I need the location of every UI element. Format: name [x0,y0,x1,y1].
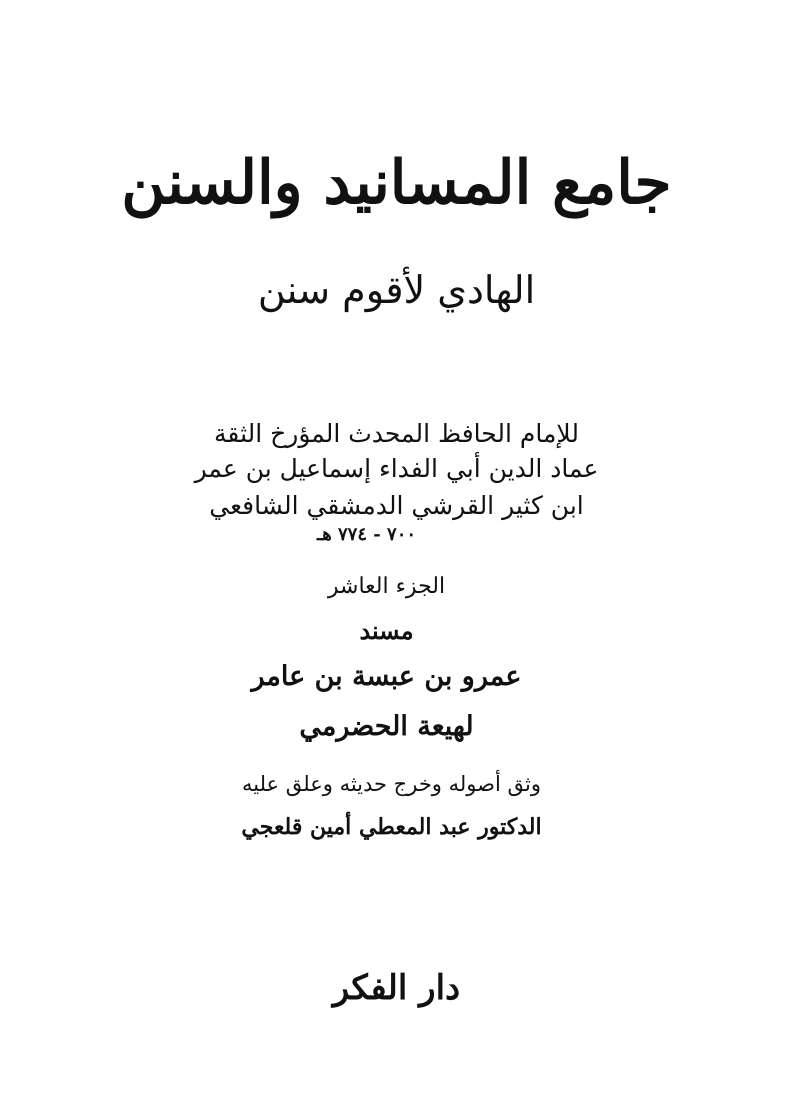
publisher-logo: دار الفكر [332,968,461,1008]
author-line-1: للإمام الحافظ المحدث المؤرخ الثقة [214,419,579,448]
author-line-3: ابن كثير القرشي الدمشقي الشافعي [209,491,584,520]
author-line-2: عماد الدين أبي الفداء إسماعيل بن عمر [194,454,599,483]
book-subtitle: الهادي لأقوم سنن [257,268,536,312]
editing-credit: وثق أصوله وخرج حديثه وعلق عليه [242,772,541,796]
editor-name: الدكتور عبد المعطي أمين قلعجي [241,814,542,840]
volume-label: الجزء العاشر [327,574,446,599]
book-title: جامع المسانيد والسنن [121,148,672,218]
musnad-name-line-1: عمرو بن عبسة بن عامر [251,661,522,692]
musnad-name-line-2: لهيعة الحضرمي [299,711,474,742]
author-dates: ٧٠٠ - ٧٧٤ هـ [316,524,417,545]
musnad-heading: مسند [359,616,414,645]
